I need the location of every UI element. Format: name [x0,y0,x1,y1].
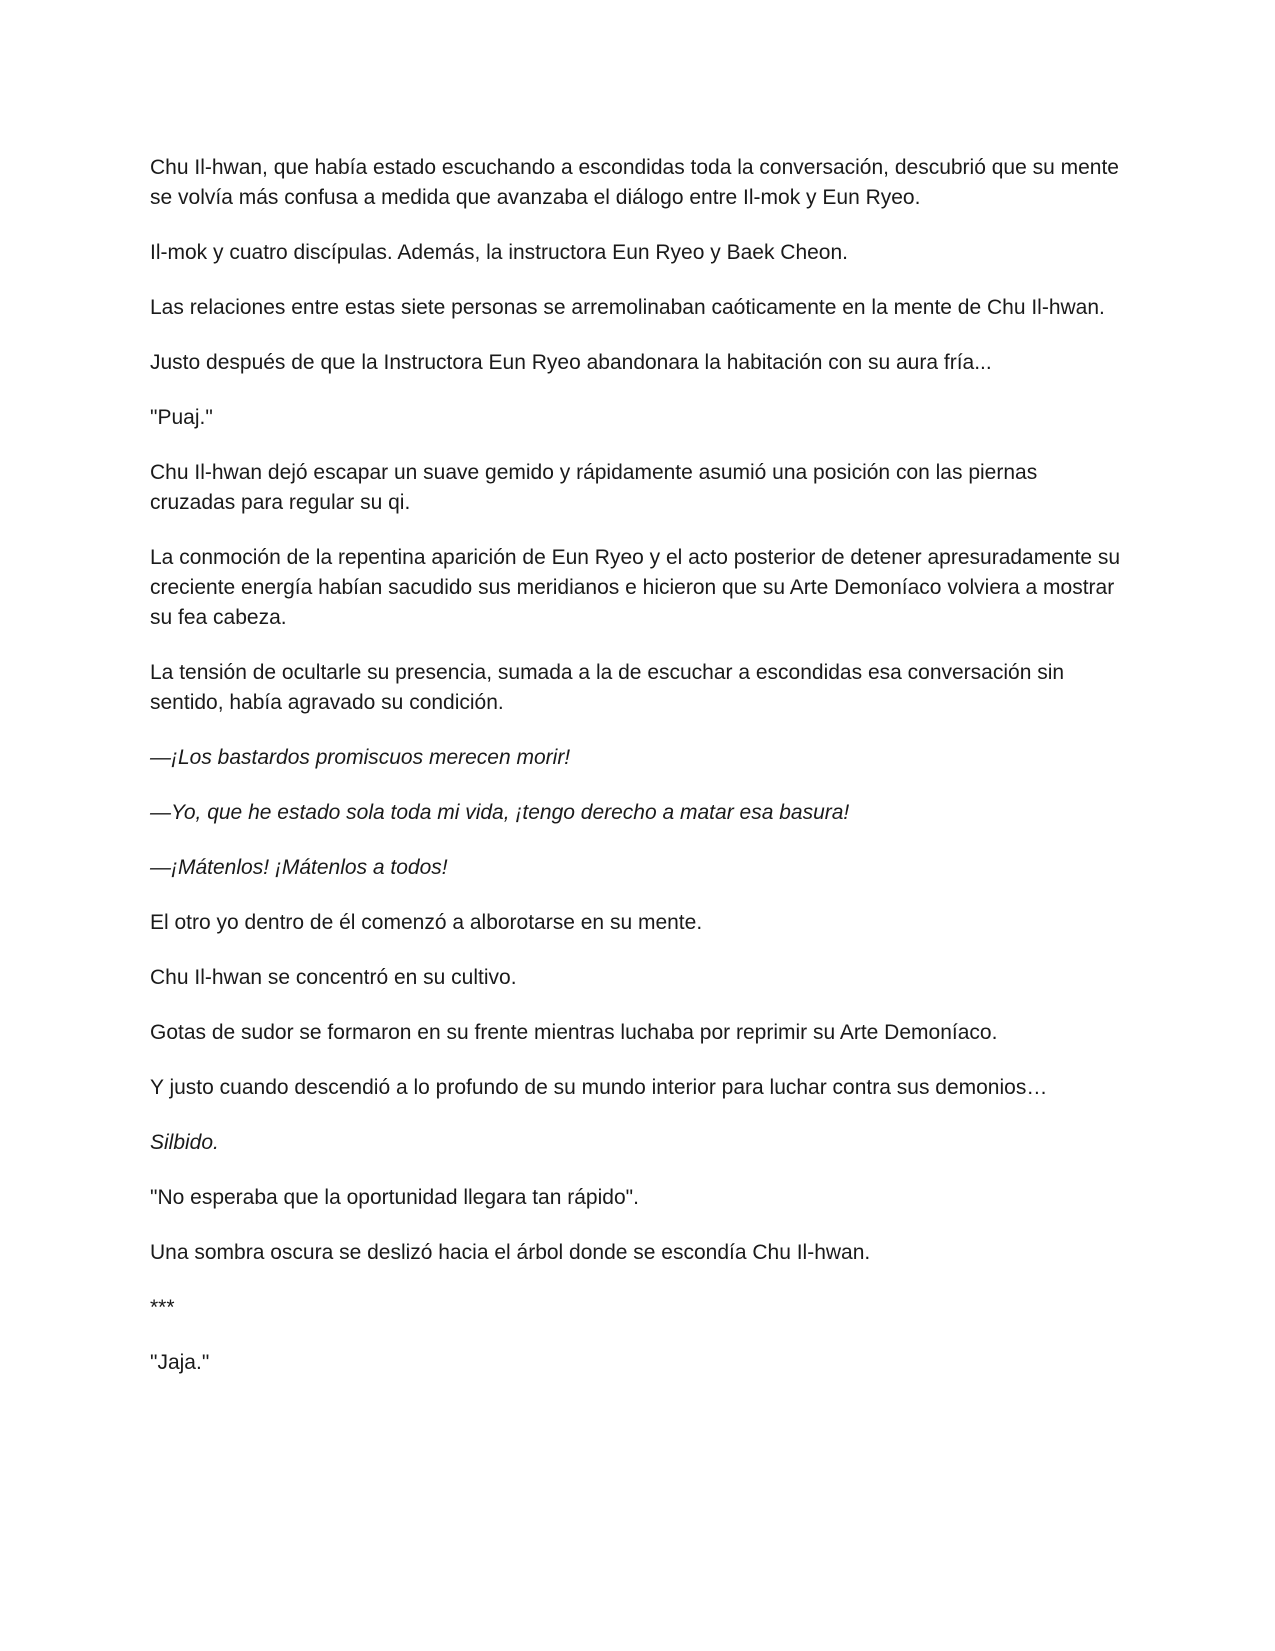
scene-break: *** [150,1296,175,1319]
paragraph-4: Justo después de que la Instructora Eun Ryeo abandonara la habitación con su aura fría... [150,351,992,374]
paragraph-15: Y justo cuando descendió a lo profundo de su mundo interior para luchar contra sus demonios… [150,1076,1048,1099]
paragraph-7: La conmoción de la repentina aparición de Eun Ryeo y el acto posterior de detener apresuradamente su creciente energía habían sacudido sus meridianos e hicieron que su Arte Demoníaco volviera a mostrar su fea cabeza. [150,546,1121,629]
paragraph-18: Una sombra oscura se deslizó hacia el árbol donde se escondía Chu Il-hwan. [150,1241,871,1264]
paragraph-17: "No esperaba que la oportunidad llegara tan rápido". [150,1186,639,1209]
paragraph-12: El otro yo dentro de él comenzó a alborotarse en su mente. [150,911,703,934]
document-page [150,153,1125,1403]
paragraph-9: —¡Los bastardos promiscuos merecen morir! [150,746,571,769]
paragraph-6: Chu Il-hwan dejó escapar un suave gemido y rápidamente asumió una posición con las piernas cruzadas para regular su qi. [150,461,1038,514]
paragraph-2: Il-mok y cuatro discípulas. Además, la instructora Eun Ryeo y Baek Cheon. [150,241,848,264]
paragraph-10: —Yo, que he estado sola toda mi vida, ¡tengo derecho a matar esa basura! [150,801,850,824]
paragraph-13: Chu Il-hwan se concentró en su cultivo. [150,966,517,989]
paragraph-11: —¡Mátenlos! ¡Mátenlos a todos! [150,856,448,879]
paragraph-1: Chu Il-hwan, que había estado escuchando a escondidas toda la conversación, descubrió que su mente se volvía más confusa a medida que avanzaba el diálogo entre Il-mok y Eun Ryeo. [150,156,1119,209]
paragraph-5: "Puaj." [150,406,213,429]
paragraph-8: La tensión de ocultarle su presencia, sumada a la de escuchar a escondidas esa conversación sin sentido, había agravado su condición. [150,661,1065,714]
paragraph-16: Silbido. [150,1131,219,1154]
paragraph-14: Gotas de sudor se formaron en su frente mientras luchaba por reprimir su Arte Demoníaco. [150,1021,998,1044]
paragraph-20: "Jaja." [150,1351,210,1374]
paragraph-3: Las relaciones entre estas siete personas se arremolinaban caóticamente en la mente de Chu Il-hwan. [150,296,1105,319]
